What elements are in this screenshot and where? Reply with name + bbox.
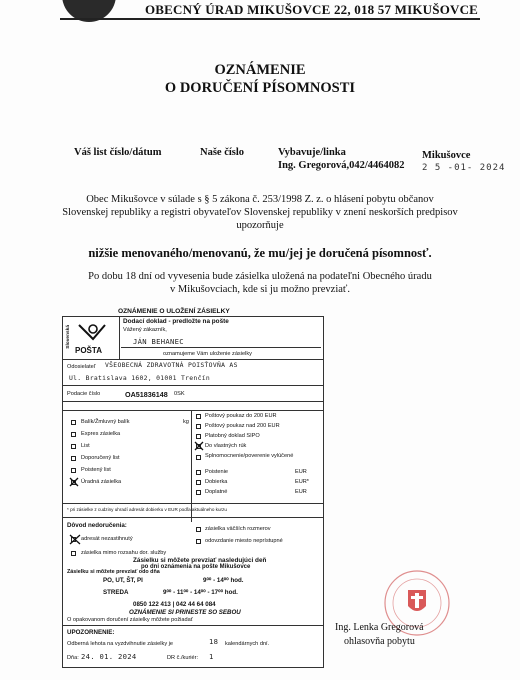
reasons-title: Dôvod nedoručenia: <box>67 522 127 529</box>
dear-customer: Vážený zákazník, <box>123 327 167 333</box>
tracking-suffix: 0SK <box>174 391 185 397</box>
checkbox-sipo[interactable] <box>196 434 201 439</box>
option-splnomocnenie: Splnomocnenie/poverenie vylúčené <box>205 453 294 459</box>
slip-title: OZNÁMENIE O ULOŽENÍ ZÁSIELKY <box>118 308 230 315</box>
tracking-label: Podacie číslo <box>67 391 101 397</box>
option-poukaz-do: Poštový poukaz do 200 EUR <box>205 413 277 419</box>
checkbox-splnomocnenie[interactable] <box>196 455 201 460</box>
checkmark-icon <box>69 477 79 487</box>
option-vlastne-ruky: Do vlastných rúk <box>205 443 247 449</box>
eur-dobierka: EUR* <box>295 479 309 485</box>
warning-title: UPOZORNENIE: <box>67 629 115 636</box>
postal-slip <box>62 316 324 668</box>
checkbox-list[interactable] <box>71 444 76 449</box>
eur-poistenie: EUR <box>295 469 307 475</box>
handled-by-label: Vybavuje/linka <box>278 147 346 158</box>
warning-text: Odberná lehota na vyzdvihnutie zásielky je <box>67 641 174 647</box>
intro-line-1: Obec Mikušovce v súlade s § 5 zákona č. 253/1998 Z. z. o hlásení pobytu občanov <box>86 194 434 205</box>
checkmark-icon <box>194 441 204 451</box>
tracking-number: OA51836148 <box>125 390 168 399</box>
reason-nepristupne: odovzdanie miesto neprístupné <box>205 538 283 544</box>
posta-logo-vertical: Slovenská <box>66 325 71 349</box>
signatory-name: Ing. Lenka Gregorová <box>335 622 424 633</box>
notice-bold-line: nižšie menovaného/menovanú, že mu/jej je doručená písomnosť. <box>88 246 432 260</box>
place-label: Mikušovce <box>422 150 471 161</box>
date-handwritten: 24. 01. 2024 <box>81 652 137 661</box>
option-list: List <box>81 443 90 449</box>
checkbox-poisteny[interactable] <box>71 468 76 473</box>
sender-line-2: Ul. Bratislava 1602, 01001 Trenčín <box>69 374 211 382</box>
pickup-label: Zásielku si môžete prevziať odo dňa <box>67 569 160 575</box>
option-dobierka: Dobierka <box>205 479 228 485</box>
pickup-note-2: po dni oznámenia na pošte Mikušovce <box>141 564 251 570</box>
hours-time-2: 9⁰⁰ - 11⁰⁰ - 14⁰⁰ - 17⁰⁰ hod. <box>163 589 238 596</box>
bring-notice-stamp: OZNÁMENIE SI PRINESTE SO SEBOU <box>129 609 241 616</box>
posthorn-icon <box>77 321 107 343</box>
checkbox-poistenie[interactable] <box>196 470 201 475</box>
intro-line-3: upozorňuje <box>236 220 284 231</box>
slip-doc-title: Dodací doklad - predložte na pošte <box>123 318 229 325</box>
kg-unit: kg <box>183 419 189 425</box>
header-rule <box>60 18 480 20</box>
sender-label: Odosielateľ <box>67 364 96 370</box>
posta-logo-text: POŠTA <box>75 346 102 355</box>
checkbox-mimo-rozsahu[interactable] <box>71 551 76 556</box>
reason-vacsie-rozmery: zásielka väčších rozmerov <box>205 526 271 532</box>
courier-value: 1 <box>209 652 214 661</box>
pickup-note-1: Zásielku si môžete prevziať nasledujúci deň <box>133 557 267 564</box>
phone-numbers: 0850 122 413 | 042 44 64 084 <box>133 601 216 608</box>
checkbox-neprístupne[interactable] <box>196 539 201 544</box>
signatory-role: ohlasovňa pobytu <box>344 636 415 647</box>
option-doporuceny: Doporučený list <box>81 455 120 461</box>
date-stamp: 2 5 -01- 2024 <box>422 163 506 173</box>
option-poistenie: Poistenie <box>205 469 229 475</box>
handled-by-value: Ing. Gregorová,042/4464082 <box>278 160 405 171</box>
checkbox-expres[interactable] <box>71 432 76 437</box>
option-uradna: Úradná zásielka <box>81 479 122 485</box>
foreign-footnote: * pri zásielke z cudziny uhradí adresát dobierku v EUR podľa aktuálneho kurzu <box>67 507 227 512</box>
hours-days-1: PO, UT, ŠT, PI <box>103 577 143 584</box>
checkbox-dobierka[interactable] <box>196 480 201 485</box>
intro-line-2: Slovenskej republiky a registri obyvateľov Slovenskej republiky v znení neskorších predpisov <box>62 207 458 218</box>
our-number-label: Naše číslo <box>200 147 245 158</box>
checkbox-poukaz-nad[interactable] <box>196 424 201 429</box>
posta-logo <box>65 319 117 357</box>
warning-days: 18 <box>209 637 219 646</box>
courier-label: DR č./kuriér: <box>167 655 199 661</box>
document-title: OZNÁMENIE <box>214 62 306 78</box>
recipient-name: JÁN BEHANEC <box>133 337 184 346</box>
hours-days-2: STREDA <box>103 589 129 596</box>
option-poukaz-nad: Poštový poukaz nad 200 EUR <box>205 423 280 429</box>
option-expres: Expres zásielka <box>81 431 121 437</box>
reason-nezastihnuty: adresát nezastihnutý <box>81 536 133 542</box>
your-letter-label: Váš list číslo/dátum <box>74 147 162 158</box>
office-header: OBECNÝ ÚRAD MIKUŠOVCE 22, 018 57 MIKUŠOVCE <box>145 2 479 17</box>
stored-note: oznamujeme Vám uloženie zásielky <box>163 351 252 357</box>
option-balik: Balík/Žmluvný balík <box>81 419 130 425</box>
storage-line-1: Po dobu 18 dní od vyvesenia bude zásielka uložená na podateľni Obecného úradu <box>88 271 432 282</box>
option-doplatne: Doplatné <box>205 489 228 495</box>
eur-doplatne: EUR <box>295 489 307 495</box>
storage-line-2: v Mikušovciach, kde si ju možno prevziať. <box>169 284 351 295</box>
warning-days-unit: kalendárnych dní. <box>225 641 270 647</box>
reason-mimo-rozsahu: zásielka mimo rozsahu dor. služby <box>81 550 167 556</box>
checkbox-doplatne[interactable] <box>196 490 201 495</box>
checkbox-poukaz-do[interactable] <box>196 414 201 419</box>
checkbox-vacsie-rozmery[interactable] <box>196 527 201 532</box>
option-poisteny: Poistený list <box>81 467 111 473</box>
hours-time-1: 9⁰⁰ - 14⁰⁰ hod. <box>203 577 244 584</box>
checkbox-balik[interactable] <box>71 420 76 425</box>
checkmark-icon <box>69 533 81 545</box>
checkbox-doporuceny[interactable] <box>71 456 76 461</box>
date-label: Dňa: <box>67 655 79 661</box>
document-subtitle: O DORUČENÍ PÍSOMNOSTI <box>164 80 356 96</box>
option-sipo: Platobný doklad SIPO <box>205 433 260 439</box>
sender-line-1: VŠEOBECNÁ ZDRAVOTNÁ POISŤOVŇA AS <box>105 361 238 369</box>
repeat-delivery-note: O opakovanom doručení zásielky môžete požiadať <box>67 617 193 623</box>
